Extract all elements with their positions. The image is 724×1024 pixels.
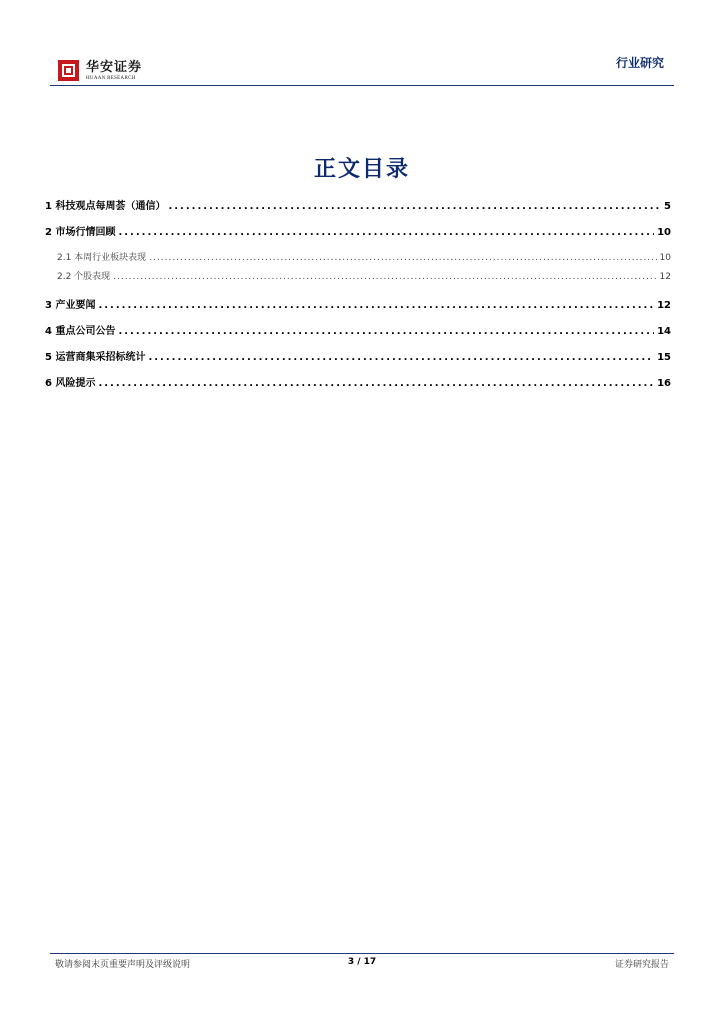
logo-name-cn: 华安证券 — [86, 59, 143, 75]
toc-entry-page: 15 — [657, 352, 671, 363]
report-type: 证券研究报告 — [614, 960, 669, 970]
header-divider — [50, 85, 674, 86]
toc-entry-2-1[interactable] — [57, 250, 671, 263]
logo-seal-icon — [58, 60, 79, 81]
toc-entry-label: 6 风险提示 — [45, 378, 96, 389]
toc-entry-page: 10 — [659, 253, 671, 263]
toc-entry-label: 2.2 个股表现 — [57, 272, 111, 282]
page-header — [0, 0, 724, 95]
toc-entry-page: 14 — [657, 326, 671, 337]
toc-entry-page: 16 — [657, 378, 671, 389]
toc-leader-dots — [118, 227, 654, 238]
toc-entry-1[interactable] — [45, 197, 671, 212]
toc-leader-dots — [118, 326, 654, 337]
company-logo — [58, 60, 142, 81]
toc-entry-label: 1 科技观点每周荟（通信） — [45, 201, 166, 212]
report-category: 行业研究 — [615, 56, 664, 70]
toc-entry-6[interactable] — [45, 374, 671, 389]
footer-divider — [50, 953, 674, 954]
toc-leader-dots — [113, 272, 656, 282]
toc-leader-dots — [149, 253, 656, 263]
toc-entry-2-2[interactable] — [57, 269, 671, 282]
toc-entry-label: 5 运营商集采招标统计 — [45, 352, 146, 363]
toc-title: 正文目录 — [313, 156, 410, 182]
toc-leader-dots — [98, 300, 654, 311]
page-number: 3 / 17 — [347, 957, 377, 967]
toc-leader-dots — [98, 378, 654, 389]
toc-entry-label: 2.1 本周行业板块表现 — [57, 253, 147, 263]
toc-entry-3[interactable] — [45, 296, 671, 311]
toc-entry-2[interactable] — [45, 223, 671, 238]
toc-leader-dots — [168, 201, 661, 212]
toc-entry-label: 3 产业要闻 — [45, 300, 96, 311]
toc-leader-dots — [148, 352, 654, 363]
toc-entry-4[interactable] — [45, 322, 671, 337]
toc-entry-page: 12 — [657, 300, 671, 311]
disclaimer-note: 敬请参阅末页重要声明及评级说明 — [55, 960, 191, 970]
toc-entry-label: 4 重点公司公告 — [45, 326, 116, 337]
toc-entry-label: 2 市场行情回顾 — [45, 227, 116, 238]
toc-entry-page: 5 — [664, 201, 671, 212]
toc-entry-page: 12 — [659, 272, 671, 282]
logo-name-en: HUAAN RESEARCH — [86, 75, 136, 81]
page-footer — [55, 957, 669, 971]
toc-entry-page: 10 — [657, 227, 671, 238]
toc-entry-5[interactable] — [45, 348, 671, 363]
